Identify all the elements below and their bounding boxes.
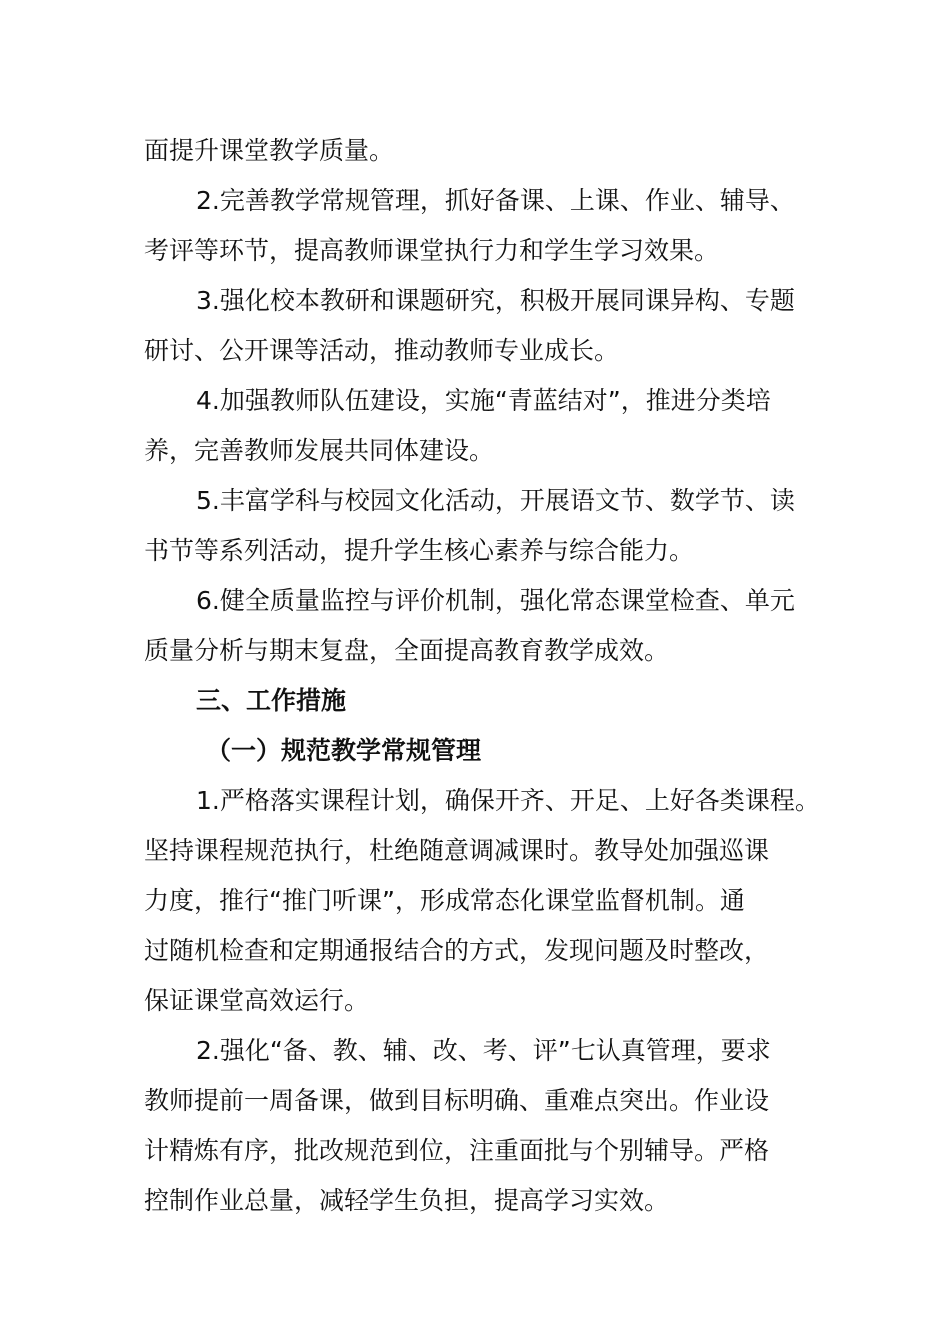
text-line: 考评等环节，提高教师课堂执行力和学生学习效果。	[144, 236, 720, 265]
text-line: 5.丰富学科与校园文化活动，开展语文节、数学节、读	[196, 486, 795, 515]
text-line: 书节等系列活动，提升学生核心素养与综合能力。	[144, 536, 695, 565]
subsection-heading: （一）规范教学常规管理	[206, 736, 482, 765]
text-line: 1.严格落实课程计划，确保开齐、开足、上好各类课程。	[196, 786, 820, 815]
text-line: 面提升课堂教学质量。	[144, 136, 395, 165]
text-line: 质量分析与期末复盘，全面提高教育教学成效。	[144, 636, 670, 665]
text-line: 计精炼有序，批改规范到位，注重面批与个别辅导。严格	[144, 1136, 770, 1165]
text-line: 2.强化“备、教、辅、改、考、评”七认真管理，要求	[196, 1036, 771, 1065]
text-line: 力度，推行“推门听课”，形成常态化课堂监督机制。通	[144, 886, 745, 915]
text-line: 2.完善教学常规管理，抓好备课、上课、作业、辅导、	[196, 186, 795, 215]
text-line: 保证课堂高效运行。	[144, 986, 370, 1015]
text-line: 6.健全质量监控与评价机制，强化常态课堂检查、单元	[196, 586, 795, 615]
text-line: 坚持课程规范执行，杜绝随意调减课时。教导处加强巡课	[144, 836, 770, 865]
document-body	[144, 126, 820, 1226]
text-line: 4.加强教师队伍建设，实施“青蓝结对”，推进分类培	[196, 386, 771, 415]
text-line: 控制作业总量，减轻学生负担，提高学习实效。	[144, 1186, 670, 1215]
text-line: 过随机检查和定期通报结合的方式，发现问题及时整改，	[144, 936, 770, 965]
text-line: 研讨、公开课等活动，推动教师专业成长。	[144, 336, 620, 365]
text-line: 3.强化校本教研和课题研究，积极开展同课异构、专题	[196, 286, 795, 315]
text-line: 教师提前一周备课，做到目标明确、重难点突出。作业设	[144, 1086, 770, 1115]
text-line: 养，完善教师发展共同体建设。	[144, 436, 495, 465]
section-heading: 三、工作措施	[196, 686, 347, 715]
